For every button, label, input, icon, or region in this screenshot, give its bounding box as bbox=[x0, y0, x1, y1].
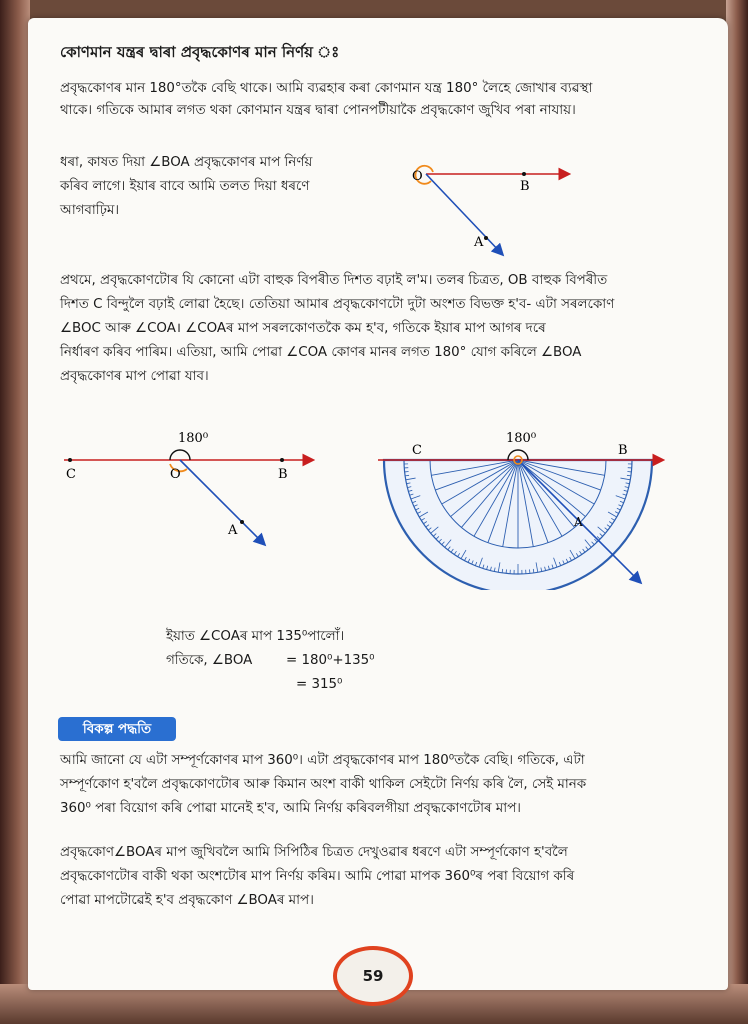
figure-extended-ray bbox=[56, 420, 326, 555]
para5-line2: প্ৰবৃদ্ধকোণটোৰ বাকী থকা অংশটোৰ মাপ নিৰ্ণয় কৰিম। আমি পোৱা মাপক 360⁰ৰ পৰা বিয়োগ কৰি bbox=[60, 869, 575, 884]
point-a bbox=[484, 236, 488, 240]
section-heading: কোণমান যন্ত্ৰৰ দ্বাৰা প্ৰবৃদ্ধকোণৰ মান নিৰ্ণয় ঃ bbox=[60, 43, 340, 61]
protractor-180-label: 180⁰ bbox=[506, 431, 537, 446]
ray-oa bbox=[426, 174, 502, 254]
protractor-label-c: C bbox=[412, 443, 422, 458]
point-c bbox=[68, 458, 72, 462]
result-line2-right: = 180⁰+135⁰ bbox=[286, 653, 375, 668]
para1-line2: থাকে। গতিকে আমাৰ লগত থকা কোণমান যন্ত্ৰৰ দ্বাৰা পোনপটীয়াকৈ প্ৰবৃদ্ধকোণ জুখিব পৰা নাযায়। bbox=[60, 103, 576, 118]
point-b-2 bbox=[280, 458, 284, 462]
result-line3: = 315⁰ bbox=[296, 677, 343, 692]
label-o-2: O bbox=[170, 467, 181, 482]
label-o: O bbox=[412, 169, 423, 184]
book-edge-left bbox=[0, 0, 30, 1024]
angle-180-label: 180⁰ bbox=[178, 431, 209, 446]
para2-line3: আগবাঢ়িম। bbox=[60, 203, 120, 218]
para4-line1: আমি জানো যে এটা সম্পূৰ্ণকোণৰ মাপ 360⁰। এটা প্ৰবৃদ্ধকোণৰ মাপ 180⁰তকৈ বেছি। গতিকে, এটা bbox=[60, 753, 585, 768]
label-a: A bbox=[474, 235, 484, 250]
point-a-2 bbox=[240, 520, 244, 524]
protractor-label-b: B bbox=[618, 443, 628, 458]
ray-oa-2 bbox=[180, 460, 264, 544]
protractor-tick bbox=[405, 475, 409, 476]
result-line1: ইয়াত ∠COAৰ মাপ 135⁰পালোঁ। bbox=[166, 629, 345, 644]
result-line2-left: গতিকে, ∠BOA bbox=[166, 653, 253, 668]
figure-reflex-angle bbox=[400, 150, 580, 265]
protractor-figure bbox=[378, 422, 668, 590]
protractor-tick bbox=[627, 475, 631, 476]
label-c: C bbox=[66, 467, 76, 482]
para5-line1: প্ৰবৃদ্ধকোণ∠BOAৰ মাপ জুখিবলৈ আমি সিপিঠিৰ চিত্ৰত দেখুওৱাৰ ধৰণে এটা সম্পূৰ্ণকোণ হ'বলৈ bbox=[60, 845, 568, 860]
page-number: 59 bbox=[333, 946, 413, 1006]
protractor-tick bbox=[533, 569, 534, 573]
protractor-center-arc bbox=[508, 450, 528, 460]
straight-angle-arc bbox=[170, 450, 190, 460]
protractor-label-a: A bbox=[574, 515, 583, 529]
para3-line4: নিৰ্ধাৰণ কৰিব পাৰিম। এতিয়া, আমি পোৱা ∠COA কোণৰ মানৰ লগত 180° যোগ কৰিলে ∠BOA bbox=[60, 345, 582, 360]
para2-line1: ধৰা, কাষত দিয়া ∠BOA প্ৰবৃদ্ধকোণৰ মাপ নিৰ্ণয় bbox=[60, 155, 313, 170]
para3-line1: প্ৰথমে, প্ৰবৃদ্ধকোণটোৰ যি কোনো এটা বাহুক বিপৰীত দিশত বঢ়াই ল'ম। তলৰ চিত্ৰত, OB বাহুক বিপৰীত bbox=[60, 273, 608, 288]
para3-line2: দিশত C বিন্দুলৈ বঢ়াই লোৱা হৈছে। তেতিয়া আমাৰ প্ৰবৃদ্ধকোণটো দুটা অংশত বিভক্ত হ'ব- এটা সৰলকোণ bbox=[60, 297, 615, 312]
para2-line2: কৰিব লাগে। ইয়াৰ বাবে আমি তলত দিয়া ধৰণে bbox=[60, 179, 310, 194]
alternative-method-badge: বিকল্প পদ্ধতি bbox=[58, 717, 176, 741]
point-b bbox=[522, 172, 526, 176]
label-a-2: A bbox=[228, 523, 238, 538]
label-b-2: B bbox=[278, 467, 288, 482]
para4-line3: 360⁰ পৰা বিয়োগ কৰি পোৱা মানেই হ'ব, আমি নিৰ্ণয় কৰিবলগীয়া প্ৰবৃদ্ধকোণটোৰ মাপ। bbox=[60, 801, 521, 816]
para4-line2: সম্পূৰ্ণকোণ হ'বলৈ প্ৰবৃদ্ধকোণটোৰ আৰু কিমান অংশ বাকী থাকিল সেইটো নিৰ্ণয় কৰি লৈ, সেই মানক bbox=[60, 777, 587, 792]
para1-line1: প্ৰবৃদ্ধকোণৰ মান 180°তকৈ বেছি থাকে। আমি ব্যৱহাৰ কৰা কোণমান যন্ত্ৰ 180° লৈহে জোখাৰ ব্যৱস্থা bbox=[60, 81, 593, 96]
label-b: B bbox=[520, 179, 530, 194]
para5-line3: পোৱা মাপটোৱেই হ'ব প্ৰবৃদ্ধকোণ ∠BOAৰ মাপ। bbox=[60, 893, 314, 908]
para3-line3: ∠BOC আৰু ∠COA। ∠COAৰ মাপ সৰলকোণতকৈ কম হ'ব, গতিকে ইয়াৰ মাপ আগৰ দৰে bbox=[60, 321, 546, 336]
protractor-tick bbox=[502, 569, 503, 573]
book-edge-right bbox=[726, 0, 748, 1024]
para3-line5: প্ৰবৃদ্ধকোণৰ মাপ পোৱা যাব। bbox=[60, 369, 209, 384]
